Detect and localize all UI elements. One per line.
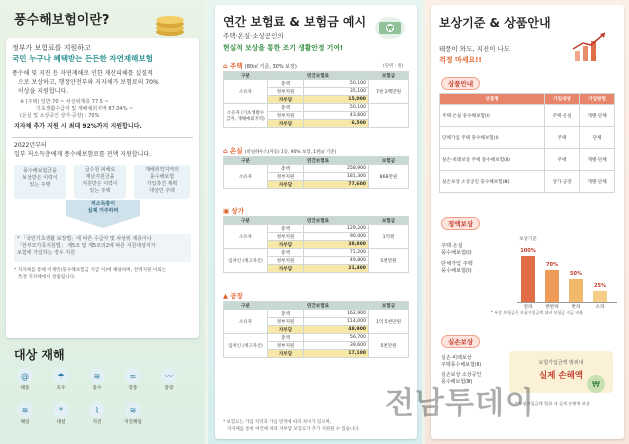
product-cell: 개별·단체: [580, 105, 615, 127]
disaster-section-title: 대상 재해: [14, 348, 65, 362]
condition-box-1: 풍수해보험금을 보상받은 이력이 있는 주택: [14, 165, 66, 199]
panel2-sub2: 현실적 보상을 통한 조기 생활안정 기여!: [223, 44, 343, 52]
benefit-cell: 1억 5천만원: [369, 310, 409, 334]
note-line2: 「한부모가족지원법」 제5조 및 제5조의2에 따른 지원대상자가: [17, 243, 156, 249]
disaster-item: [50, 368, 72, 391]
group-cell: 소유자: [224, 310, 268, 334]
table-header: 연간보험료: [268, 157, 369, 165]
chart-bar: [569, 279, 583, 302]
fixed-note: * 부상 보험금은 보험가입금액 대비 보험금 지급 비율: [491, 310, 584, 315]
table-header: 구분: [224, 157, 268, 165]
condition-box-3: 재해취약지역의 풍수해보험 가입촉진 계획 대상인 주택: [134, 165, 190, 199]
loss-note: * 보험가입금액 범위 내 실제 손해액 보상: [515, 401, 590, 406]
disaster-item: [122, 402, 144, 425]
label-cell: 정부지원: [268, 173, 304, 181]
factory-table: [223, 301, 409, 358]
chart-category-label: 전파: [523, 305, 533, 310]
house-table: [223, 71, 409, 128]
table-header: 구분: [224, 72, 268, 80]
disaster-item: [122, 368, 144, 391]
shop-section-title: ▣ 상가: [223, 207, 244, 215]
label-cell: 총액: [268, 334, 304, 342]
note-line1: * 「국민기초생활 보장법」에 따른 수급자 및 차상위 계층이나: [17, 236, 152, 242]
value-cell: 114,000: [304, 318, 369, 326]
value-cell: 35,100: [304, 88, 369, 96]
table-row: [224, 165, 409, 173]
value-cell: 49,800: [304, 257, 369, 265]
actual-loss-box: 보험가입금액 범위내 실제 손해액 ₩: [509, 351, 613, 393]
condition-box-2: 급수원 피해로 재난지원금을 지원받은 이력이 있는 주택: [74, 165, 126, 199]
panel-what-is-insurance: [0, 0, 205, 444]
bullet2-line2: 일부 저소득층에게 풍수해보험료를 전액 지원합니다.: [14, 151, 152, 158]
label-cell: 총액: [268, 249, 304, 257]
growth-chart-icon: [571, 31, 609, 63]
wind-wave-icon: 〰: [161, 368, 177, 384]
fixed-comp-products: 주택·온실 풍수해보험(Ⅰ) 단체가입 주택 풍수해보험(Ⅰ): [441, 243, 473, 274]
group-cell: 소유자: [224, 225, 268, 249]
footnote-line2: 지자체를 통한 여건에 따라 자부담 보험료가 추가 지원될 수 있습니다.: [227, 427, 360, 432]
table-header: 보험금: [369, 217, 409, 225]
panel3-title: 보상기준 & 상품안내: [439, 16, 551, 30]
arrow-text: 저소득층이 실제 거주하며: [87, 201, 119, 214]
group-cell: 소유자 (기초생활수급자, 재해예외지역): [224, 104, 268, 128]
label-cell: 정부지원: [268, 88, 304, 96]
value-cell: 129,200: [304, 225, 369, 233]
chart-category-label: 소파: [595, 305, 605, 310]
benefit-cell: 5천만원: [369, 334, 409, 358]
house-section-title: ⌂ 주택 (80㎡ 기준, 30% 보장): [223, 62, 297, 70]
benefit-cell: [369, 104, 409, 128]
table-row: [224, 334, 409, 342]
chart-category-label: 반파: [571, 305, 581, 310]
bullet1-sub1: ※ (주택) 일반 70 ~ 차상위계층 77.5 ~: [20, 99, 109, 105]
value-cell: 17,100: [304, 350, 369, 358]
benefit-cell: 1억원: [369, 225, 409, 249]
heavy-snow-icon: *: [53, 402, 69, 418]
disaster-label: 지진해일: [124, 420, 142, 425]
group-cell: 임차인 (재고자산): [224, 334, 268, 358]
product-cell: 실손·비례보상 주택 풍수해보험(Ⅱ): [440, 149, 545, 171]
flood-icon: ≋: [89, 368, 105, 384]
earthquake-icon: ⌇: [89, 402, 105, 418]
panel2-sheet: [215, 5, 417, 439]
value-cell: 48,900: [304, 326, 369, 334]
label-cell: 정부지원: [268, 112, 304, 120]
value-cell: 181,300: [304, 173, 369, 181]
disaster-label: 지진: [92, 420, 102, 425]
chart-bar: [521, 256, 535, 302]
table-header: 보험금: [369, 157, 409, 165]
footnote-line1: * 보험료는 가입 지역과 가입 면적에 따라 차이가 있으며,: [223, 420, 332, 425]
factory-icon: ▲: [223, 292, 228, 300]
benefit-cell: 5천만원: [369, 249, 409, 273]
panel3-sub2: 걱정 마세요!!: [439, 56, 482, 64]
value-cell: 77,600: [304, 181, 369, 189]
label-cell: 정부지원: [268, 342, 304, 350]
chart-bar: [593, 291, 607, 303]
disaster-label: 태풍: [20, 386, 30, 391]
panel2-title: 연간 보험료 & 보험금 예시: [223, 15, 367, 29]
product-header: 가입대상: [545, 94, 580, 105]
note-line4: * 지자체를 통해 이재민(풍수해보험금 지급 이)에 해당하며, 전액지원 이외는: [14, 268, 167, 273]
benefit-cell: 7천 2백만원: [369, 80, 409, 104]
fixed-comp-pill: 정액보상: [441, 217, 480, 230]
shop-icon: ▣: [223, 207, 230, 215]
value-cell: 43,600: [304, 112, 369, 120]
table-header: 보험금: [369, 302, 409, 310]
chart-category-label: 반반파: [545, 305, 559, 310]
bullet1-line1: 풍수해 및 지진 등 자연재해로 인한 재산피해를 실질적: [12, 70, 153, 77]
product-cell: 단체: [580, 127, 615, 149]
greenhouse-icon: ⌂: [223, 147, 228, 155]
intro-line1: 정부가 보험료를 지원하고: [12, 44, 91, 52]
value-cell: 71,200: [304, 249, 369, 257]
disaster-item: [86, 368, 108, 391]
disaster-item: [50, 402, 72, 425]
table-row: [224, 310, 409, 318]
table-header: 구분: [224, 217, 268, 225]
value-cell: 39,600: [304, 342, 369, 350]
bullet1-line4: 지자체 추가 지원 시 최대 92%까지 지원합니다.: [14, 123, 142, 130]
bullet1-sub2: 기초생활수급자 및 재해예외지역 87.04% ~: [36, 106, 134, 112]
factory-section-title: ▲ 공장: [223, 292, 243, 300]
disaster-item: [14, 402, 36, 425]
product-row: [440, 149, 615, 171]
product-row: [440, 105, 615, 127]
house-icon: ⌂: [223, 62, 228, 70]
bullet1-line2: 으로 보상하고, 행정안전부와 지자체가 보험료의 70%: [18, 79, 159, 86]
value-cell: 38,800: [304, 241, 369, 249]
note-box: [14, 234, 191, 262]
table-header: 연간보험료: [268, 217, 369, 225]
product-cell: 상가·공장: [545, 171, 580, 193]
unit-label: (단위 : 원): [383, 64, 404, 69]
label-cell: 자부담: [268, 181, 304, 189]
disaster-item: [158, 368, 180, 391]
note-line5: 특정 지자체에서 창립됩니다.: [18, 275, 76, 280]
panel2-sub1: 주택·온실·소상공인의: [223, 32, 284, 40]
label-cell: 총액: [268, 225, 304, 233]
money-bag-icon: ₩: [587, 375, 605, 393]
product-header: 상품명: [440, 94, 545, 105]
product-cell: 주택·온실 풍수해보험(Ⅰ): [440, 105, 545, 127]
greenhouse-table: [223, 156, 409, 189]
product-row: [440, 171, 615, 193]
table-row: [224, 225, 409, 233]
intro-line2: 국민 누구나 혜택받는 든든한 자연재해보험: [12, 54, 153, 63]
disaster-label: 해일: [20, 420, 30, 425]
product-table: [439, 93, 615, 193]
disaster-item: [86, 402, 108, 425]
group-cell: 임차인 (재고자산): [224, 249, 268, 273]
greenhouse-section-title: ⌂ 온실 (비닐하우스(자동) 1동, 90% 보장, 1천㎡ 기준): [223, 147, 337, 155]
value-cell: 21,400: [304, 265, 369, 273]
bullet2-line1: 2022년부터: [14, 142, 47, 149]
tsunami-icon: ≋: [125, 402, 141, 418]
label-cell: 총액: [268, 310, 304, 318]
label-cell: 총액: [268, 165, 304, 173]
table-row: [224, 104, 409, 112]
label-cell: 자부담: [268, 120, 304, 128]
coins-icon: [152, 10, 188, 38]
product-row: [440, 127, 615, 149]
label-cell: 정부지원: [268, 257, 304, 265]
value-cell: 50,100: [304, 80, 369, 88]
bullet1-line3: 이상을 지원합니다.: [18, 88, 69, 95]
disaster-label: 홍수: [92, 386, 102, 391]
label-cell: 총액: [268, 80, 304, 88]
loss-products: 실손·비례보상 주택풍수해보험(Ⅱ) 실손보상 소상공인 풍수해보험(Ⅲ): [441, 355, 482, 385]
value-cell: 56,700: [304, 334, 369, 342]
table-header: 구분: [224, 302, 268, 310]
product-cell: 개별·단체: [580, 149, 615, 171]
product-cell: 주택·온실: [545, 105, 580, 127]
label-cell: 자부담: [268, 265, 304, 273]
product-info-pill: 상품안내: [441, 77, 480, 90]
label-cell: 자부담: [268, 241, 304, 249]
label-cell: 총액: [268, 104, 304, 112]
note-line3: 보험에 가입하는 경우 지원: [17, 250, 75, 256]
chart-value-label: 100%: [520, 248, 536, 254]
panel1-title: 풍수해보험이란?: [14, 13, 110, 28]
chart-value-label: 70%: [546, 261, 558, 268]
product-cell: 실손보상 소상공인 풍수해보험(Ⅲ): [440, 171, 545, 193]
value-cell: 50,100: [304, 104, 369, 112]
value-cell: 6,500: [304, 120, 369, 128]
compensation-bar-chart: [517, 243, 617, 310]
typhoon-icon: @: [17, 368, 33, 384]
product-cell: 단체가입 주택 풍수해보험(Ⅰ): [440, 127, 545, 149]
product-cell: 개별·단체: [580, 171, 615, 193]
disaster-label: 풍랑: [164, 386, 174, 391]
chart-value-label: 50%: [570, 271, 582, 277]
product-cell: 주택: [545, 127, 580, 149]
table-header: 보험금: [369, 72, 409, 80]
panel1-sheet: [6, 38, 199, 338]
actual-loss-pill: 실손보상: [441, 335, 480, 348]
money-envelope-icon: [375, 17, 405, 39]
chart-value-label: 25%: [594, 282, 606, 289]
label-cell: 자부담: [268, 96, 304, 104]
table-row: [224, 249, 409, 257]
disaster-label: 대설: [56, 420, 66, 425]
product-cell: 주택: [545, 149, 580, 171]
value-cell: 162,900: [304, 310, 369, 318]
group-cell: 소유자: [224, 80, 268, 104]
panel3-sub1: 태풍이 와도, 지진이 나도: [439, 45, 511, 53]
table-header: 연간보험료: [268, 72, 369, 80]
strong-wind-icon: ≈: [125, 368, 141, 384]
disaster-label: 호우: [56, 386, 66, 391]
divider: [12, 137, 193, 138]
group-cell: 소유자: [224, 165, 268, 189]
tidal-wave-icon: ≋: [17, 402, 33, 418]
panel3-sheet: [431, 5, 624, 439]
value-cell: 90,400: [304, 233, 369, 241]
benefit-cell: 868만원: [369, 165, 409, 189]
value-cell: 15,000: [304, 96, 369, 104]
table-row: [224, 80, 409, 88]
label-cell: 정부지원: [268, 318, 304, 326]
heavy-rain-icon: ☂: [53, 368, 69, 384]
label-cell: 정부지원: [268, 233, 304, 241]
disaster-label: 강풍: [128, 386, 138, 391]
chart-bar: [545, 270, 559, 302]
shop-table: [223, 216, 409, 273]
label-cell: 자부담: [268, 350, 304, 358]
product-header: 가입방법: [580, 94, 615, 105]
svg-text:₩: ₩: [387, 25, 393, 33]
watermark-logo: 전남투데이: [385, 386, 535, 421]
label-cell: 자부담: [268, 326, 304, 334]
value-cell: 258,900: [304, 165, 369, 173]
table-header: 연간보험료: [268, 302, 369, 310]
bullet1-sub3: (온실 및 소상공인 상가·공장) : 70%: [20, 113, 100, 119]
disaster-item: [14, 368, 36, 391]
chart-label: 보상기준: [519, 237, 537, 242]
